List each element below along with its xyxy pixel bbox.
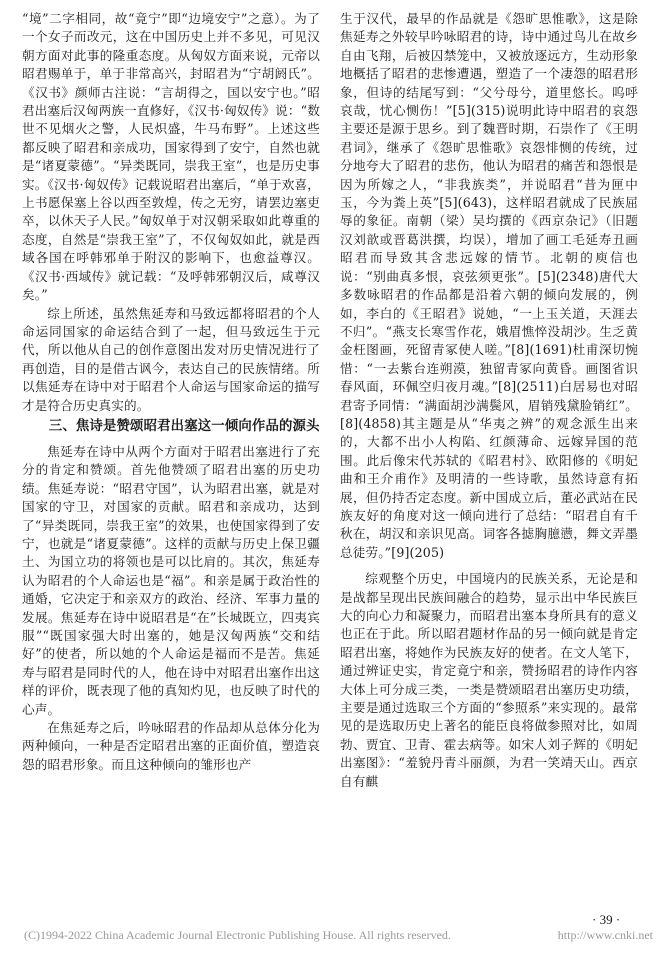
- section-heading-3: 三、焦诗是赞颂昭君出塞这一倾向作品的源头: [48, 418, 320, 434]
- left-paragraph-2: 综上所述，虽然焦延寿和马致远都将昭君的个人命运同国家的命运结合到了一起，但马致远生于元代，所以他从自己的创作意图出发对历史情况进行了再创造，目的是借古讽今，表达自己的民族情绪。所以焦延寿在诗中对于昭君个人命运与国家命运的描写才是符合历史真实的。: [22, 305, 320, 413]
- left-paragraph-1: “境”二字相同，故“竟宁”即“边境安宁”之意）。为了一个女子而改元，这在中国历史上并不多见，可见汉朝方面对此事的隆重态度。从匈奴方面来说，元帝以昭君赐单于，单于非常高兴，封昭君为“宁胡阏氏”。《汉书》颜师古注说：“言胡得之，国以安宁也。”昭君出塞后汉匈两族一直修好，《汉书·匈奴传》说：“数世不见烟火之警，人民炽盛，牛马布野”。上述这些都反映了昭君和亲成功，国家得到了安宁，自然也就是“诸夏蒙德”。“异类既同，崇我王室”，也是历史事实。《汉书·匈奴传》记载说昭君出塞后，“单于欢喜，上书愿保塞上谷以西至敦煌，传之无穷，请罢边塞吏卒，以休天子人民。”匈奴单于对汉朝采取如此尊重的态度，自然是“崇我王室”了，不仅匈奴如此，就是西域各国在呼韩邪单于附汉的影响下，也愈益尊汉。《汉书·西域传》就记载：“及呼韩邪朝汉后，咸尊汉矣。”: [22, 11, 320, 303]
- right-paragraph-1: 生于汉代，最早的作品就是《怨旷思惟歌》，这是除焦延寿之外较早吟咏昭君的诗，诗中通过鸟儿在故乡自由飞翔，后被囚禁笼中，又被放逐远方，生动形象地概括了昭君的悲惨遭遇，塑造了一个凄怨的昭君形象，但诗的结尾写到：“父兮母兮，道里悠长。呜呼哀哉，忧心恻伤！”[5](315)说明此诗中昭君的哀怨主要还是源于思乡。到了魏晋时期，石崇作了《王明君词》，继承了《怨旷思惟歌》哀怨悱恻的传统，过分地夸大了昭君的悲伤，他认为昭君的痛苦和怨恨是因为所嫁之人，“非我族类”，并说昭君“昔为匣中玉，今为粪上英”[5](643)，这样昭君就成了民族屈辱的象征。南朝（梁）吴均撰的《西京杂记》（旧题汉刘歆或晋葛洪撰，均误），增加了画工毛延寿丑画昭君而导致其含悲远嫁的情节。北朝的庾信也说：“别曲真多恨，哀弦须更张”。[5](2348)唐代大多数咏昭君的作品都是沿着六朝的倾向发展的，例如，李白的《王昭君》说她，“一上玉关道，天涯去不归”。“燕支长寒雪作花，娥眉憔悴没胡沙。生乏黄金枉图画，死留青冢使人嗟。”[8](1691)杜甫深切惋惜：“一去紫台连朔漠，独留青冢向黄昏。画图省识春风面，环佩空归夜月魂。”[8](2511)白居易也对昭君寄予同情：“满面胡沙满鬓风，眉销残黛脸销红”。[8](4858)其主题是从“华夷之辨”的观念派生出来的，大都不出小人构陷、红颜薄命、远嫁异国的范围。此后像宋代苏轼的《昭君村》、欧阳修的《明妃曲和王介甫作》及明清的一些诗歌，虽然诗意有拓展，但仍持否定态度。新中国成立后，董必武站在民族友好的角度对这一倾向进行了总结：“昭君自有千秋在，胡汉和亲识见高。词客各摅胸臆懑，舞文弄墨总徒劳。”[9](205): [340, 11, 638, 560]
- paragraph-gap: [340, 562, 638, 570]
- publisher-url[interactable]: http://www.cnki.net: [557, 928, 653, 942]
- right-paragraph-2: 综观整个历史，中国境内的民族关系，无论是和是战都呈现出民族间融合的趋势，显示出中华民族巨大的向心力和凝聚力，而昭君出塞本身所具有的意义也正在于此。所以昭君题材作品的另一倾向就是肯定昭君出塞，将她作为民族友好的使者。在文人笔下，通过辨证史实，肯定竟宁和亲，赞扬昭君的诗作内容大体上可分成三类，一类是赞颂昭君出塞历史功绩，主要是通过选取三个方面的“参照系”来实现的。最常见的是选取历史上著名的能臣良将做参照对比，如周勃、贾宜、卫青、霍去病等。如宋人刘子辉的《明妃出塞图》：“羞貌丹青斗丽颜，为君一笑靖天山。西京自有麒: [340, 571, 638, 789]
- left-paragraph-3: 焦延寿在诗中从两个方面对于昭君出塞进行了充分的肯定和赞颂。首先他赞颂了昭君出塞的历史功绩。焦延寿说：“昭君守国”，认为昭君出塞，就是对国家的守卫，对国家的贡献。昭君和亲成功，达到了“异类既同，崇我王室”的效果，也使国家得到了安宁，也就是“诸夏蒙德”。这样的贡献与历史上保卫疆土、为国立功的将领也是可以比肩的。其次，焦延寿认为昭君的个人命运也是“福”。和亲是属于政治性的通婚，它决定于和亲双方的政治、经济、军事力量的发展。焦延寿在诗中说昭君是“在”长城既立，四夷宾服”“既国家强大时出塞的，她是汉匈两族“交和结好”的使者，所以她的个人命运是福而不是苦。焦延寿与昭君是同时代的人，他在诗中对昭君出塞作出这样的评价，既表现了他的真知灼见，也反映了时代的心声。: [22, 443, 320, 717]
- left-paragraph-4: 在焦延寿之后，吟咏昭君的作品却从总体分化为两种倾向，一种是否定昭君出塞的正面价值，塑造哀怨的昭君形象。而且这种倾向的雏形也产: [22, 720, 320, 772]
- copyright-notice: (C)1994-2022 China Academic Journal Electronic Publishing House. All rights reserved.: [24, 928, 451, 942]
- right-text-column: [340, 10, 638, 791]
- page-number: · 39 ·: [592, 912, 621, 927]
- left-text-column: [22, 10, 320, 774]
